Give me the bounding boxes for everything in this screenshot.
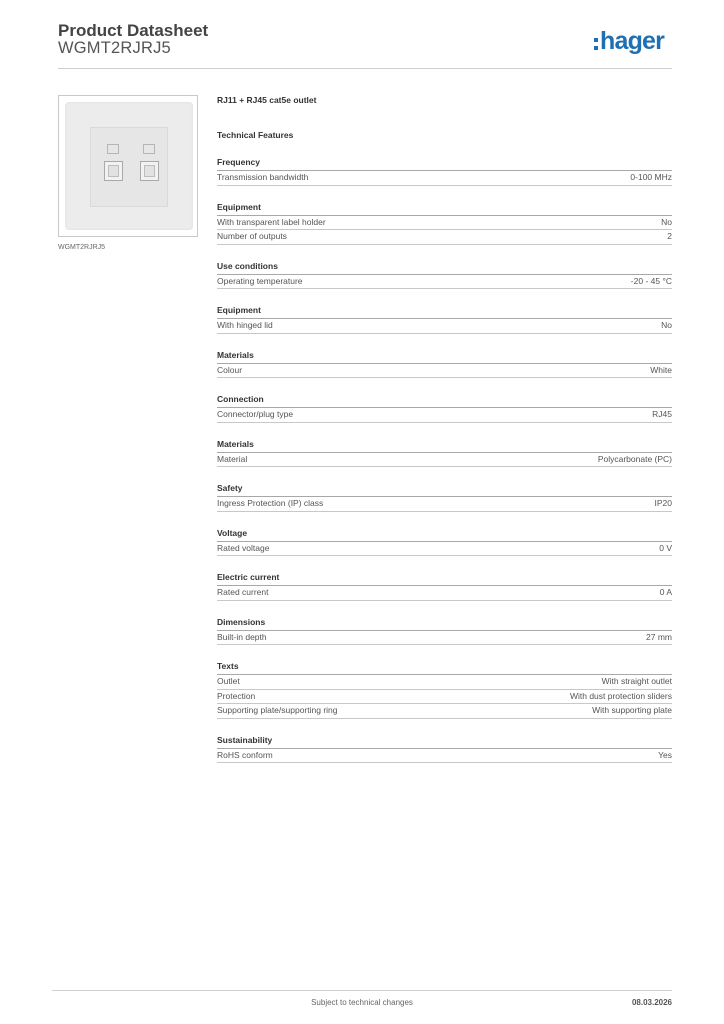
spec-label: Built-in depth bbox=[217, 631, 267, 642]
spec-group bbox=[217, 572, 672, 601]
product-title: RJ11 + RJ45 cat5e outlet bbox=[217, 95, 317, 105]
spec-value: White bbox=[650, 364, 672, 375]
spec-group bbox=[217, 617, 672, 646]
product-image-caption: WGMT2RJRJ5 bbox=[58, 244, 106, 251]
spec-label: With transparent label holder bbox=[217, 216, 326, 227]
rj11-port bbox=[104, 161, 123, 181]
spec-row bbox=[217, 497, 672, 512]
spec-group bbox=[217, 202, 672, 245]
spec-row bbox=[217, 275, 672, 290]
spec-value: 2 bbox=[667, 231, 672, 241]
outlet-insert bbox=[90, 127, 168, 207]
outlet-plate bbox=[65, 102, 193, 230]
spec-row bbox=[217, 675, 672, 690]
spec-label: Rated current bbox=[217, 587, 269, 597]
spec-group bbox=[217, 661, 672, 719]
spec-label: Protection bbox=[217, 690, 256, 701]
footer-divider bbox=[52, 990, 672, 991]
product-image bbox=[58, 95, 198, 237]
spec-label: Connector/plug type bbox=[217, 409, 294, 419]
spec-group-title: Sustainability bbox=[217, 735, 672, 749]
spec-label: Transmission bandwidth bbox=[217, 172, 309, 182]
spec-group-title: Texts bbox=[217, 661, 672, 675]
spec-label: With hinged lid bbox=[217, 320, 273, 330]
spec-value: 0 A bbox=[659, 587, 672, 597]
footer-date: 08.03.2026 bbox=[631, 998, 672, 1007]
spec-group bbox=[217, 394, 672, 423]
spec-value: No bbox=[661, 216, 672, 227]
spec-value: Yes bbox=[658, 749, 672, 760]
spec-row bbox=[217, 542, 672, 557]
spec-group-title: Equipment bbox=[217, 305, 672, 319]
hager-logo bbox=[594, 26, 664, 56]
spec-group bbox=[217, 157, 672, 186]
spec-label: Outlet bbox=[217, 676, 240, 686]
spec-row bbox=[217, 690, 672, 705]
spec-group-title: Use conditions bbox=[217, 261, 672, 275]
spec-group-title: Voltage bbox=[217, 528, 672, 542]
spec-label: Material bbox=[217, 453, 248, 464]
spec-group-title: Dimensions bbox=[217, 617, 672, 631]
spec-row bbox=[217, 453, 672, 468]
spec-row bbox=[217, 631, 672, 646]
spec-value: With supporting plate bbox=[592, 705, 672, 715]
spec-label: Rated voltage bbox=[217, 542, 270, 553]
spec-label: Colour bbox=[217, 364, 243, 375]
spec-value: 0-100 MHz bbox=[630, 172, 672, 182]
spec-group bbox=[217, 528, 672, 557]
spec-label: RoHS conform bbox=[217, 749, 273, 760]
spec-group bbox=[217, 439, 672, 468]
spec-row bbox=[217, 408, 672, 423]
spec-group-title: Connection bbox=[217, 394, 672, 408]
spec-label: Supporting plate/supporting ring bbox=[217, 705, 338, 715]
spec-row bbox=[217, 230, 672, 245]
spec-value: 0 V bbox=[659, 542, 672, 553]
spec-value: 27 mm bbox=[646, 631, 672, 642]
footer-note: Subject to technical changes bbox=[311, 998, 413, 1007]
spec-group bbox=[217, 350, 672, 379]
spec-value: -20 - 45 °C bbox=[630, 275, 672, 286]
spec-content bbox=[217, 95, 672, 763]
spec-label: Operating temperature bbox=[217, 275, 303, 286]
spec-row bbox=[217, 216, 672, 231]
spec-label: Number of outputs bbox=[217, 231, 287, 241]
section-heading: Technical Features bbox=[217, 130, 294, 140]
spec-group bbox=[217, 483, 672, 512]
spec-value: With dust protection sliders bbox=[569, 690, 672, 701]
product-code: WGMT2RJRJ5 bbox=[58, 39, 171, 57]
spec-value: RJ45 bbox=[652, 409, 672, 419]
spec-row bbox=[217, 586, 672, 601]
spec-value: Polycarbonate (PC) bbox=[597, 453, 672, 464]
spec-value: No bbox=[661, 320, 672, 330]
spec-group-title: Safety bbox=[217, 483, 672, 497]
logo-text: hager bbox=[600, 27, 665, 55]
spec-group-title: Frequency bbox=[217, 157, 672, 171]
spec-group bbox=[217, 261, 672, 290]
spec-value: With straight outlet bbox=[601, 676, 672, 686]
spec-row bbox=[217, 749, 672, 764]
spec-group-title: Electric current bbox=[217, 572, 672, 586]
port-label-icon bbox=[143, 144, 155, 154]
spec-group bbox=[217, 305, 672, 334]
spec-group-title: Materials bbox=[217, 439, 672, 453]
spec-label: Ingress Protection (IP) class bbox=[217, 498, 324, 508]
spec-row bbox=[217, 171, 672, 186]
page-title: Product Datasheet bbox=[58, 21, 209, 40]
spec-group-title: Materials bbox=[217, 350, 672, 364]
logo-dots-icon bbox=[594, 38, 598, 50]
spec-groups bbox=[217, 157, 672, 763]
port-label-icon bbox=[107, 144, 119, 154]
spec-group-title: Equipment bbox=[217, 202, 672, 216]
spec-row bbox=[217, 364, 672, 379]
spec-row bbox=[217, 704, 672, 719]
spec-group bbox=[217, 735, 672, 764]
rj45-port bbox=[140, 161, 159, 181]
header-divider bbox=[58, 68, 672, 69]
spec-value: IP20 bbox=[654, 498, 672, 508]
spec-row bbox=[217, 319, 672, 334]
